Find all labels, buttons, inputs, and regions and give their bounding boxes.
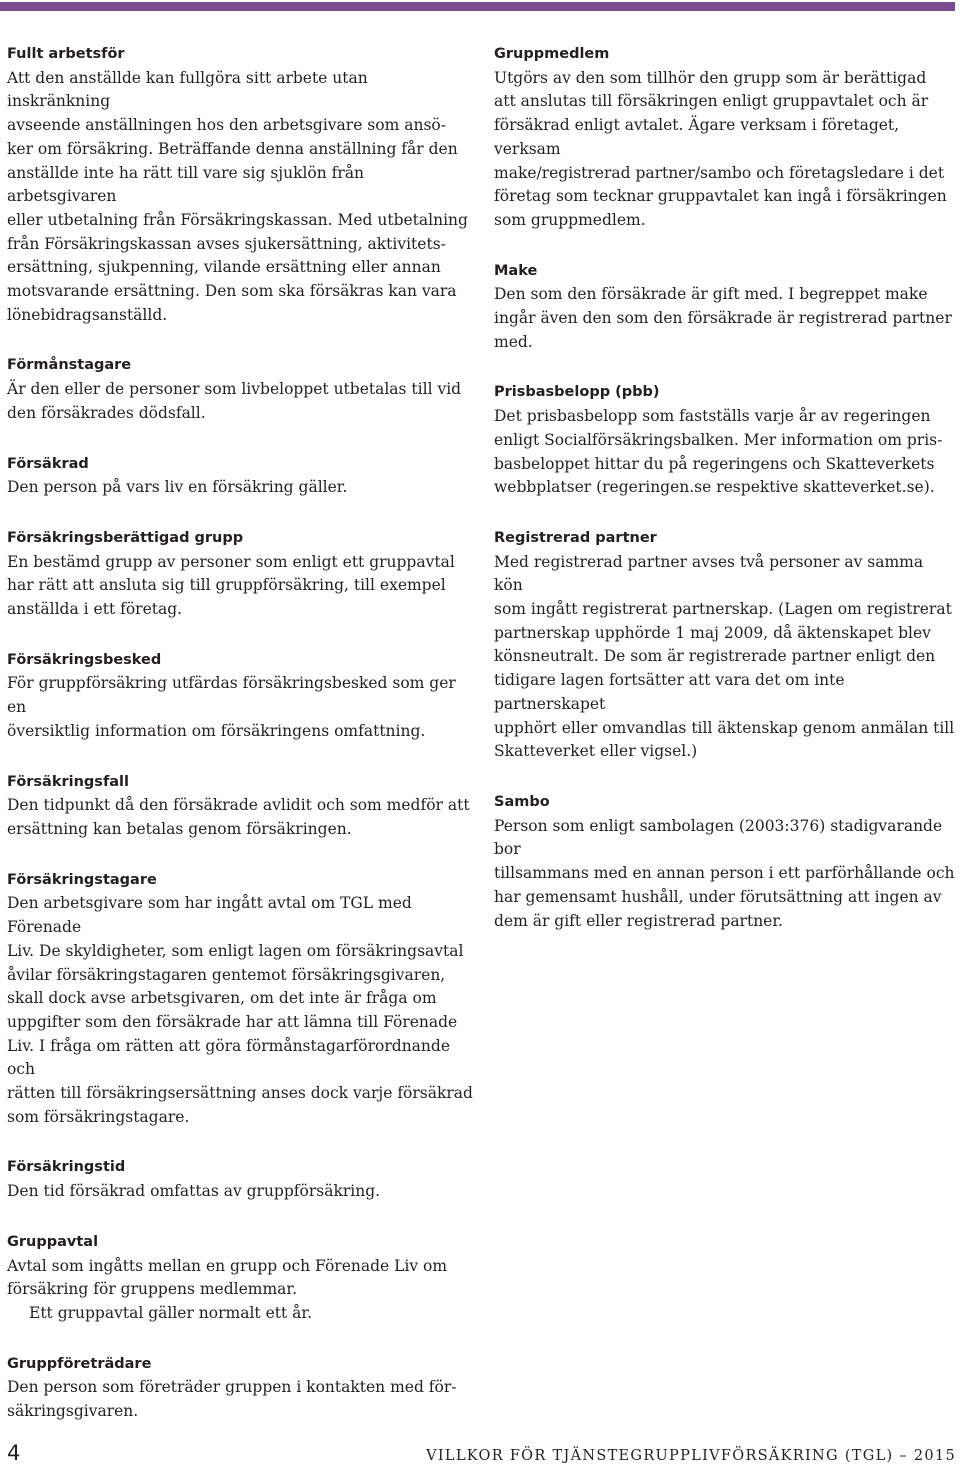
glossary-entry-gruppmedlem	[494, 43, 956, 233]
glossary-entry-registrerad-partner	[494, 527, 956, 764]
glossary-term: Försäkringsbesked	[7, 651, 162, 668]
glossary-entry-forsakrad	[7, 453, 473, 500]
glossary-entry-forsakringsberattigad-grupp	[7, 527, 473, 622]
glossary-entry-forsakringsbesked	[7, 649, 473, 744]
glossary-term: Gruppföreträdare	[7, 1355, 152, 1372]
glossary-entry-forsakringstid	[7, 1156, 473, 1203]
glossary-definition: Att den anställde kan fullgöra sitt arbete utan inskränkning avseende anställningen hos den arbetsgivare som ansö- ker om försäkring. Beträffande denna anställning får den anställde inte ha rätt till vare sig sjuklön från arbetsgivaren eller utbetalning från Försäkringskassan. Med utbetalning från Försäkringskassan avses sjukersättning, aktivitets- ersättning, sjukpenning, vilande ersättning eller annan motsvarande ersättning. Den som ska försäkras kan vara lönebidragsanställd.	[7, 68, 468, 324]
glossary-definition: Den som den försäkrade är gift med. I begreppet make ingår även den som den försäkrade är registrerad partner med.	[494, 285, 952, 351]
page-number: 4	[7, 1441, 21, 1465]
glossary-definition: Den arbetsgivare som har ingått avtal om TGL med Förenade Liv. De skyldigheter, som enligt lagen om försäkringsavtal åvilar försäkringstagaren gentemot försäkringsgivaren, skall dock avse arbetsgivaren, om det inte är fråga om uppgifter som den försäkrade har att lämna till Förenade Liv. I fråga om rätten att göra förmånstagarförordnande och rätten till försäkringsersättning anses dock varje försäkrad som försäkringstagare.	[7, 894, 473, 1126]
left-column	[7, 43, 473, 1451]
glossary-entry-formanstagare	[7, 354, 473, 425]
glossary-entry-fullt-arbetsfor	[7, 43, 473, 327]
glossary-definition-note	[7, 1302, 473, 1326]
glossary-definition: Det prisbasbelopp som fastställs varje år av regeringen enligt Socialförsäkringsbalken. Mer information om pris- basbeloppet hittar du på regeringens och Skatteverkets webbplatser (regeringen.se respektive skatteverket.se).	[494, 407, 943, 497]
glossary-term: Förmånstagare	[7, 357, 132, 374]
glossary-term: Sambo	[494, 793, 550, 810]
glossary-definition: För gruppförsäkring utfärdas försäkringsbesked som ger en översiktlig information om försäkringens omfattning.	[7, 674, 456, 740]
glossary-definition: Utgörs av den som tillhör den grupp som är berättigad att anslutas till försäkringen enligt gruppavtalet och är försäkrad enligt avtalet. Ägare verksam i företaget, verksam make/registrerad partner/sambo och företagsledare i det företag som tecknar gruppavtalet kan ingå i försäkringen som gruppmedlem.	[494, 68, 947, 229]
glossary-term: Försäkringsfall	[7, 773, 129, 790]
glossary-term: Försäkringstid	[7, 1159, 126, 1176]
glossary-entry-forsakringstagare	[7, 869, 473, 1130]
glossary-entry-make	[494, 260, 956, 355]
glossary-definition: Den person på vars liv en försäkring gäller.	[7, 478, 348, 497]
glossary-definition: Den tid försäkrad omfattas av gruppförsäkring.	[7, 1182, 381, 1201]
glossary-definition-note-text: Ett gruppavtal gäller normalt ett år.	[29, 1303, 313, 1322]
glossary-term: Försäkringsberättigad grupp	[7, 529, 244, 546]
glossary-term: Prisbasbelopp (pbb)	[494, 384, 660, 401]
glossary-entry-prisbasbelopp	[494, 381, 956, 500]
glossary-entry-sambo	[494, 791, 956, 933]
glossary-definition: Person som enligt sambolagen (2003:376) stadigvarande bor tillsammans med en annan person i ett parförhållande och har gemensamt hushåll, under förutsättning att ingen av dem är gift eller registrerad partner.	[494, 816, 955, 930]
glossary-definition: Den tidpunkt då den försäkrade avlidit och som medför att ersättning kan betalas genom försäkringen.	[7, 796, 470, 838]
glossary-entry-gruppforetradare	[7, 1353, 473, 1424]
glossary-definition: Med registrerad partner avses två personer av samma kön som ingått registrerat partnerskap. (Lagen om registrerat partnerskap upphörde 1 maj 2009, då äktenskapet blev könsneutralt. De som är registrerade partner enligt den tidigare lagen fortsätter att vara det om inte partnerskapet upphört eller omvandlas till äktenskap genom anmälan till Skatteverket eller vigsel.)	[494, 552, 955, 761]
glossary-definition: Den person som företräder gruppen i kontakten med för- säkringsgivaren.	[7, 1378, 457, 1421]
glossary-term: Försäkrad	[7, 455, 89, 472]
glossary-term: Försäkringstagare	[7, 871, 157, 888]
glossary-term: Gruppmedlem	[494, 46, 610, 62]
right-column	[494, 43, 956, 960]
glossary-entry-gruppavtal	[7, 1231, 473, 1326]
glossary-term: Make	[494, 262, 538, 279]
glossary-term: Registrerad partner	[494, 529, 657, 546]
glossary-definition: En bestämd grupp av personer som enligt ett gruppavtal har rätt att ansluta sig till gruppförsäkring, till exempel anställda i ett företag.	[7, 552, 455, 619]
glossary-definition: Avtal som ingåtts mellan en grupp och Förenade Liv om försäkring för gruppens medlemmar.	[7, 1256, 448, 1299]
glossary-entry-forsakringsfall	[7, 771, 473, 842]
glossary-term: Fullt arbetsför	[7, 46, 125, 62]
top-accent-bar	[0, 2, 955, 11]
document-title: VILLKOR FÖR TJÄNSTEGRUPPLIVFÖRSÄKRING (TGL) – 2015	[426, 1448, 956, 1464]
glossary-term: Gruppavtal	[7, 1233, 99, 1250]
glossary-definition: Är den eller de personer som livbeloppet utbetalas till vid den försäkrades dödsfall.	[7, 380, 462, 422]
